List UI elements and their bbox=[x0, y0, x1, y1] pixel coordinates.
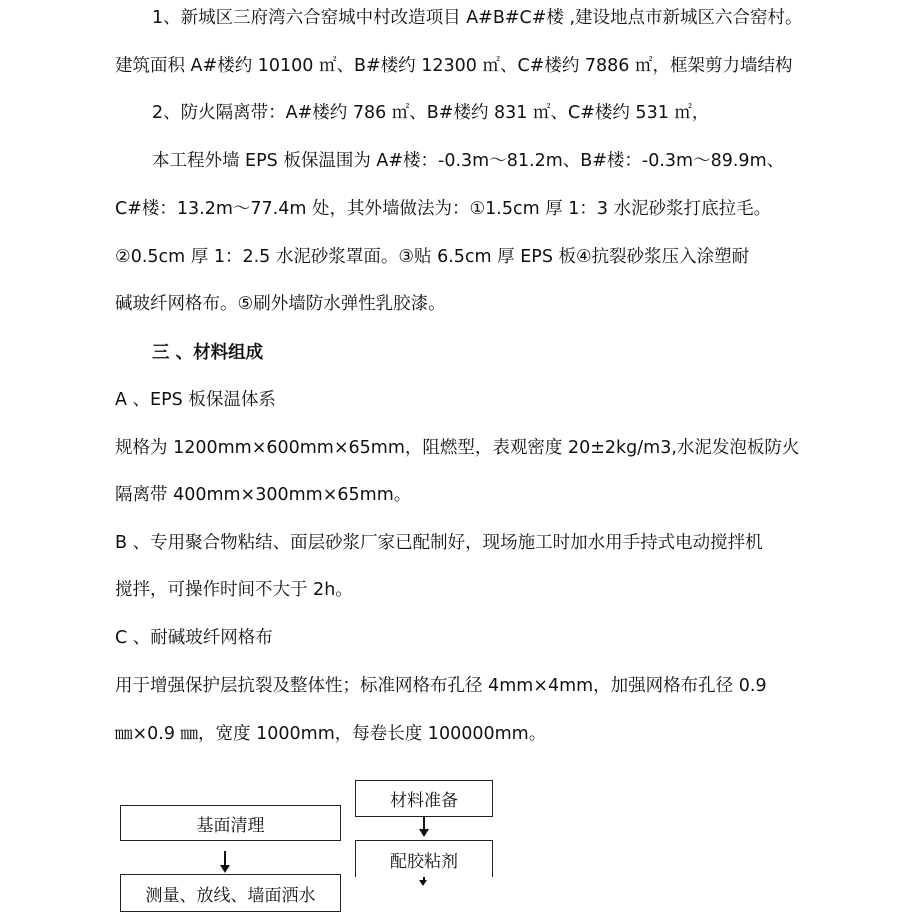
flow-box-base-cleaning-label: 基面清理 bbox=[196, 815, 265, 836]
flow-box-material-prep bbox=[355, 780, 493, 817]
flow-box-mix-adhesive-label: 配胶粘剂 bbox=[390, 851, 458, 872]
material-a-line-2: 隔离带 400mm×300mm×65mm。 bbox=[115, 485, 412, 505]
material-a-title: A 、EPS 板保温体系 bbox=[115, 390, 276, 410]
paragraph-1-line-1: 1、新城区三府湾六合窑城中村改造项目 A#B#C#楼 ,建设地点市新城区六合窑村。 bbox=[152, 8, 803, 28]
flow-box-mix-adhesive bbox=[355, 840, 493, 877]
paragraph-3-line-1: 本工程外墙 EPS 板保温围为 A#楼：-0.3m～81.2m、B#楼：-0.3m～89.9m、 bbox=[152, 151, 785, 171]
paragraph-3-line-2: C#楼：13.2m～77.4m 处，其外墙做法为：①1.5cm 厚 1：3 水泥砂浆打底拉毛。 bbox=[115, 199, 772, 219]
material-c-line-2: ㎜×0.9 ㎜，宽度 1000mm，每卷长度 100000mm。 bbox=[115, 724, 547, 744]
section-heading: 三 、材料组成 bbox=[152, 343, 264, 363]
flow-arrow-left-shaft bbox=[224, 851, 226, 866]
paragraph-3-line-3: ②0.5cm 厚 1：2.5 水泥砂浆罩面。③贴 6.5cm 厚 EPS 板④抗裂砂浆压入涂塑耐 bbox=[115, 247, 750, 267]
material-a-line-1: 规格为 1200mm×600mm×65mm，阻燃型，表观密度 20±2kg/m3,水泥发泡板防火 bbox=[115, 438, 800, 458]
paragraph-1-line-2: 建筑面积 A#楼约 10100 ㎡、B#楼约 12300 ㎡、C#楼约 7886 ㎡，框架剪力墙结构 bbox=[115, 56, 793, 76]
flow-arrow-bottom-head bbox=[419, 880, 427, 886]
flow-box-measure-setout-label: 测量、放线、墙面洒水 bbox=[145, 885, 316, 906]
material-b-line-1: B 、专用聚合物粘结、面层砂浆厂家已配制好，现场施工时加水用手持式电动搅拌机 bbox=[115, 533, 763, 553]
flow-box-base-cleaning bbox=[120, 805, 341, 841]
flow-box-measure-setout bbox=[120, 874, 341, 912]
paragraph-2-line-1: 2、防火隔离带：A#楼约 786 ㎡、B#楼约 831 ㎡、C#楼约 531 ㎡， bbox=[152, 103, 710, 123]
flow-arrow-right-head bbox=[419, 829, 429, 837]
flow-box-material-prep-label: 材料准备 bbox=[390, 791, 458, 811]
material-b-line-2: 搅拌，可操作时间不大于 2h。 bbox=[115, 580, 353, 600]
material-c-title: C 、耐碱玻纤网格布 bbox=[115, 628, 273, 648]
paragraph-3-line-4: 碱玻纤网格布。⑤刷外墙防水弹性乳胶漆。 bbox=[115, 294, 446, 314]
material-c-line-1: 用于增强保护层抗裂及整体性；标准网格布孔径 4mm×4mm，加强网格布孔径 0.9 bbox=[115, 676, 767, 696]
flow-arrow-left-head bbox=[220, 865, 230, 873]
